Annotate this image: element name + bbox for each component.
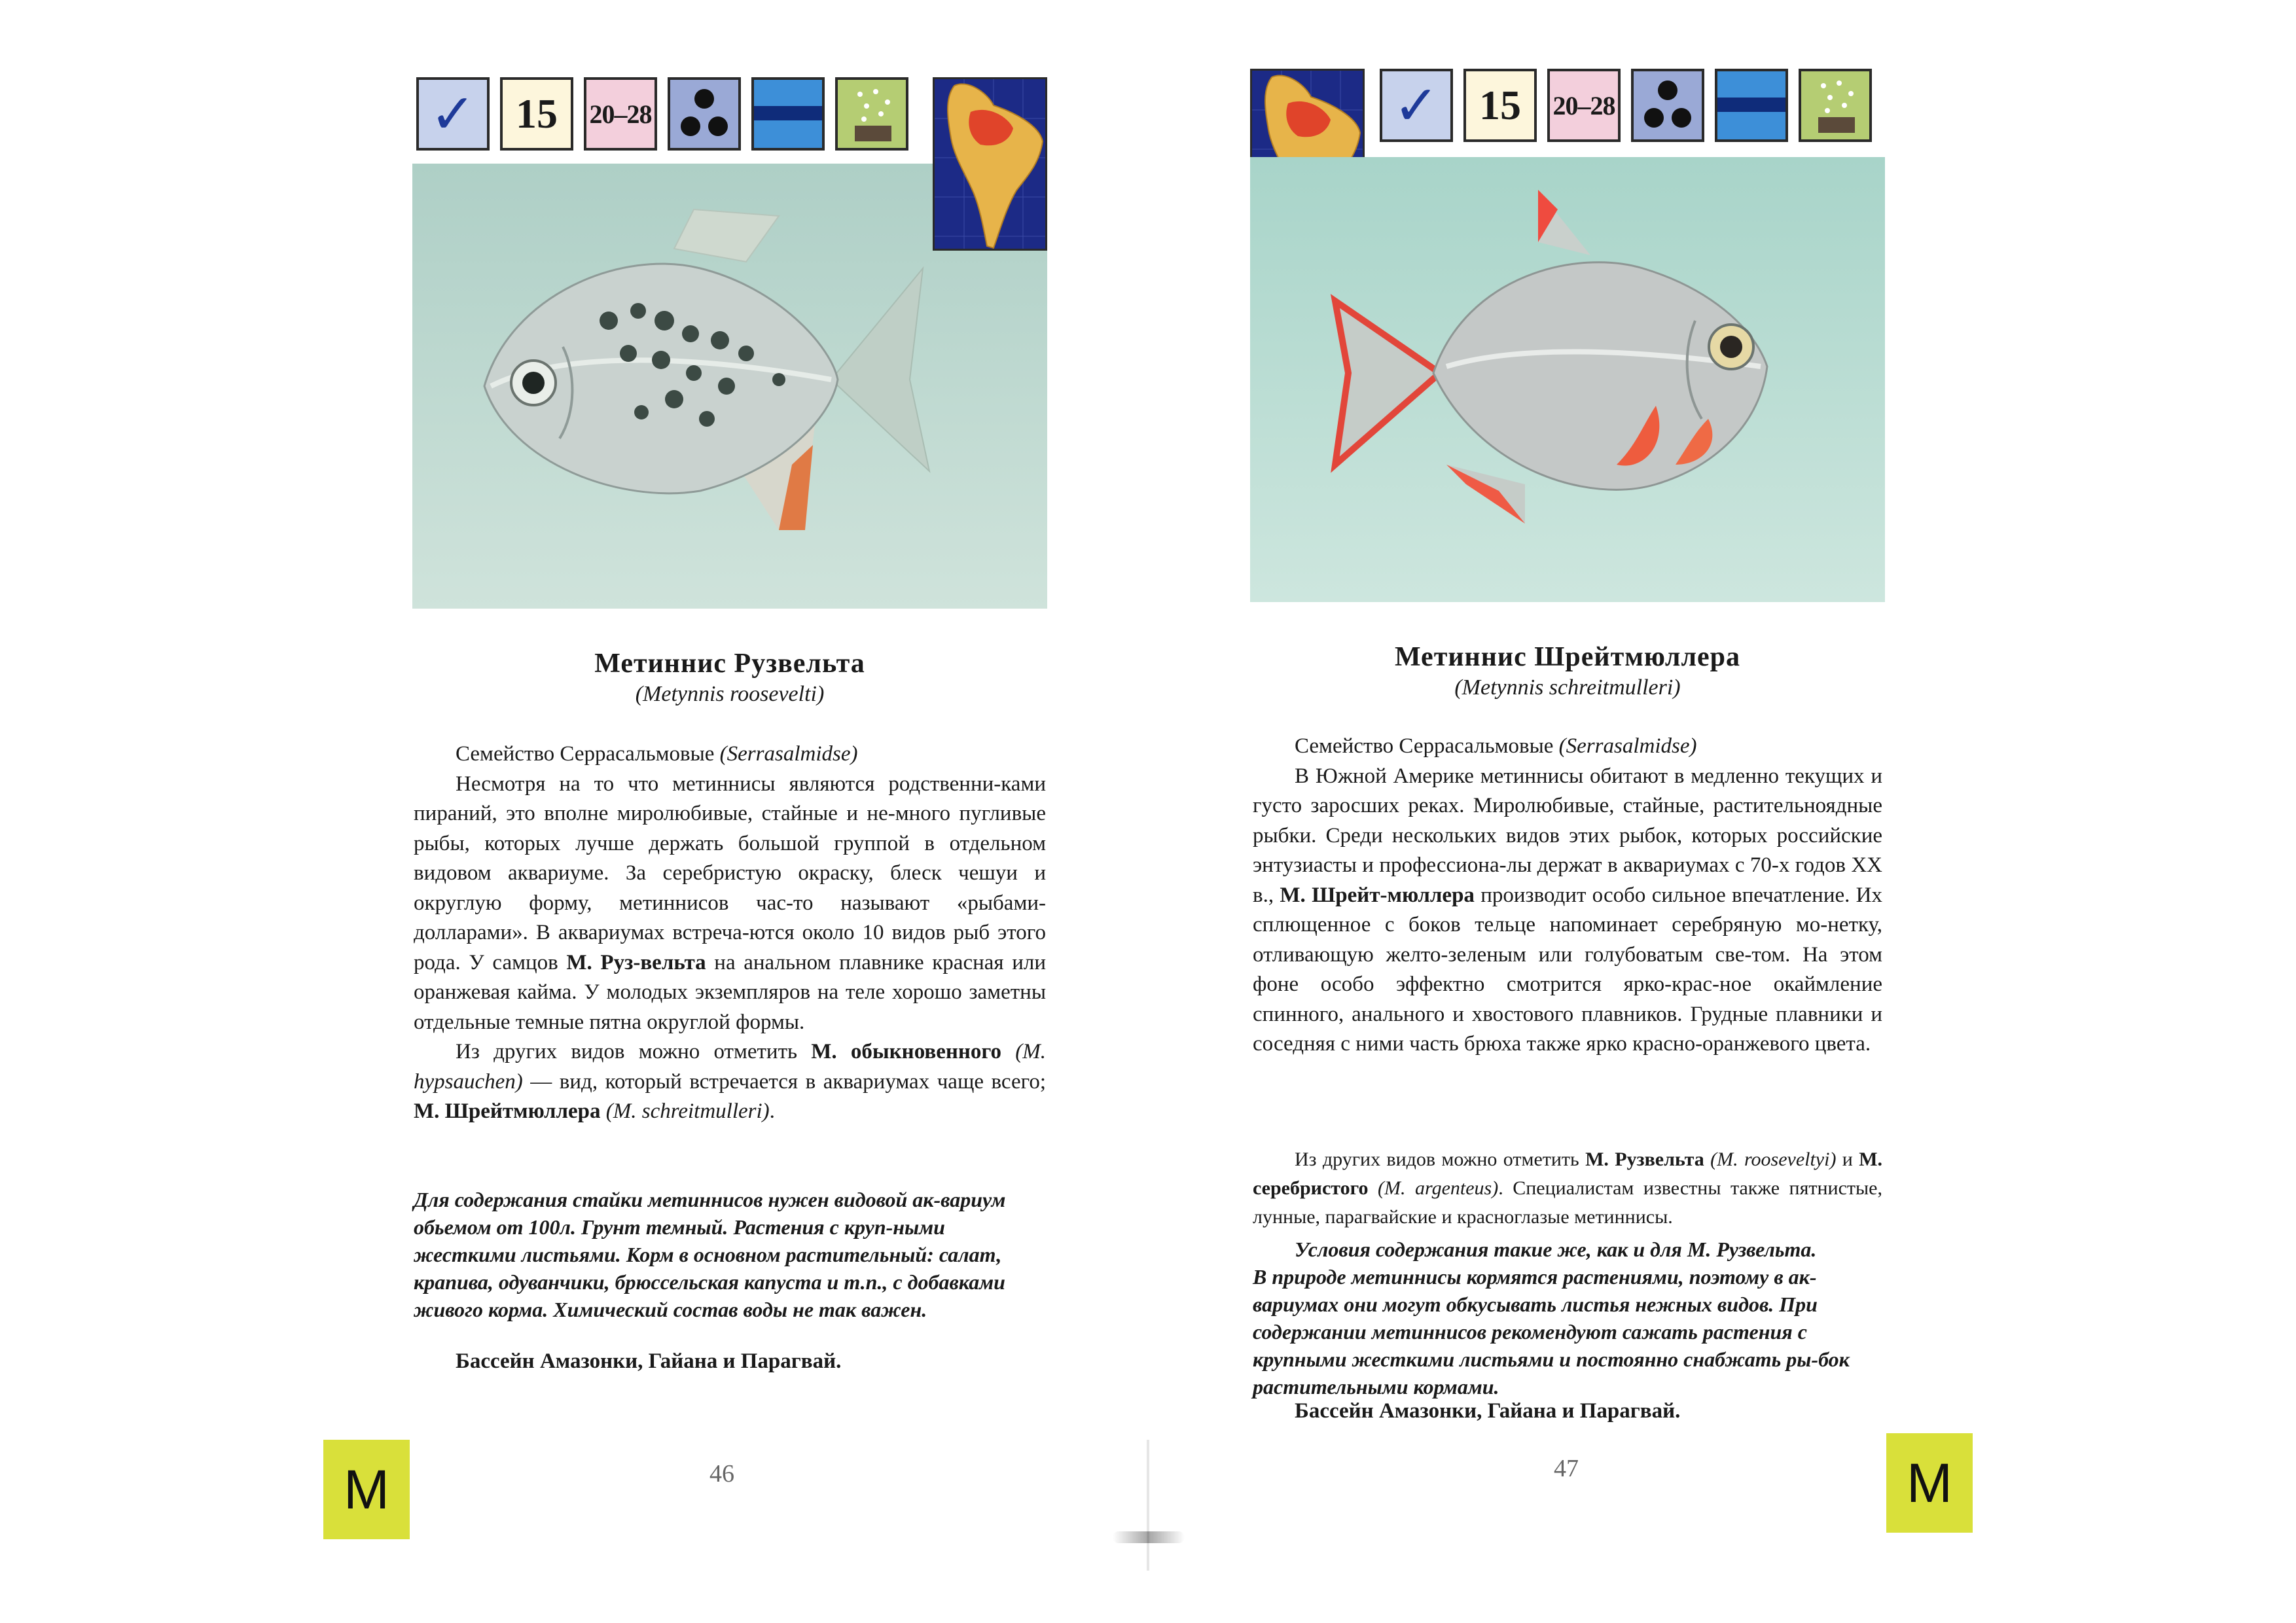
fish-photo-schreitmulleri — [1250, 157, 1885, 602]
care-level-icon: ✓ — [416, 77, 490, 151]
page-number: 47 — [1554, 1455, 1579, 1482]
care-conditions: Для содержания стайки метиннисов нужен видовой ак-вариум обьемом от 100л. Грунт темный. Растения с круп-ными жесткими листьями. Корм в основном растительный: салат, крапива, одуванчики, брюссельская капуста и т.п., с добавками живого корма. Химический состав воды не так важен. — [414, 1188, 1006, 1321]
description-paragraph: В Южной Америке метиннисы обитают в медленно текущих и густо заросших реках. Миролюбивые, стайные, растительноядные рыбки. Среди нескольких видов этих рыбок, которых российские энтузиасты и профессиона-лы держат в аквариумах с 70-х годов XX в., М. Шрейт-мюллера производит особо сильное впечатление. Их сплющенное с боков тельце напоминает серебряную мо-нетку, отливающую желто-зеленым или голубоватым све-том. На этом фоне особо эффектно смотрится ярко-крас-ное окаймление спинного, анального и хвостового плавников. Грудные плавники и соседняя с ними часть брюха также ярко красно-оранжевого цвета. — [1253, 764, 1883, 1056]
group-icon — [668, 77, 741, 151]
species-latin-name: (Metynnis roosevelti) — [635, 682, 825, 706]
other-species-paragraph: Из других видов можно отметить М. Рузвельта (M. rooseveltyi) и М. серебристого (M. argenteus). Специалистам известны также пятнистые, лунные, парагвайские и красноглазые метиннисы. — [1253, 1149, 1883, 1228]
plant-food-icon — [1799, 69, 1872, 142]
temperature-icon: 20–28 — [584, 77, 657, 151]
mid-water-icon — [751, 77, 825, 151]
care-level-icon: ✓ — [1380, 69, 1453, 142]
size-icon: 15 — [500, 77, 573, 151]
index-letter-tab: M — [1886, 1433, 1973, 1533]
mid-water-icon — [1715, 69, 1788, 142]
group-icon — [1631, 69, 1704, 142]
family-line: Семейство Серрасальмовые (Serrasalmidse) — [1295, 734, 1697, 758]
other-species-paragraph: Из других видов можно отметить М. обыкновенного (M. hypsauchen) — вид, который встречается в аквариумах чаще всего; М. Шрейтмюллера (M. schreitmulleri). — [414, 1040, 1047, 1123]
page-number: 46 — [709, 1460, 734, 1488]
species-latin-name: (Metynnis schreitmulleri) — [1454, 675, 1681, 700]
plant-food-icon — [835, 77, 908, 151]
species-description — [414, 740, 1046, 1127]
care-conditions: Условия содержания такие же, как и для М. Рузвельта. В природе метиннисы кормятся растениями, поэтому в ак-вариумах они могут обкусывать листья нежных видов. При содержании метиннисов рекомендуют сажать растения с крупными жесткими листьями и постоянно снабжать ры-бок растительными кормами. — [1253, 1238, 1850, 1399]
species-title: Метиннис Рузвельта — [594, 649, 865, 679]
size-icon: 15 — [1463, 69, 1537, 142]
page-47 — [1148, 0, 2296, 1623]
temperature-icon: 20–28 — [1547, 69, 1621, 142]
habitat-region: Бассейн Амазонки, Гайана и Парагвай. — [456, 1349, 842, 1373]
habitat-region: Бассейн Амазонки, Гайана и Парагвай. — [1295, 1399, 1681, 1423]
family-line: Семейство Серрасальмовые (Serrasalmidse) — [456, 742, 858, 766]
species-description — [1253, 732, 1882, 1060]
index-letter-tab: M — [323, 1440, 410, 1539]
description-paragraph: Несмотря на то что метиннисы являются родственни-ками пираний, это вполне миролюбивые, стайные и не-много пугливые рыбы, которых лучше держать большой группой в отдельном видовом аквариуме. За серебристую окраску, блеск чешуи и округлую форму, метиннисов час-то называют «рыбами-долларами». В аквариумах встреча-ются около 10 видов рыб этого рода. У самцов М. Руз-вельта на анальном плавнике красная или оранжевая кайма. У молодых экземпляров на теле хорошо заметны отдельные темные пятна округлой формы. — [414, 772, 1047, 1034]
south-america-map-icon — [933, 77, 1047, 251]
species-title: Метиннис Шрейтмюллера — [1394, 642, 1741, 672]
